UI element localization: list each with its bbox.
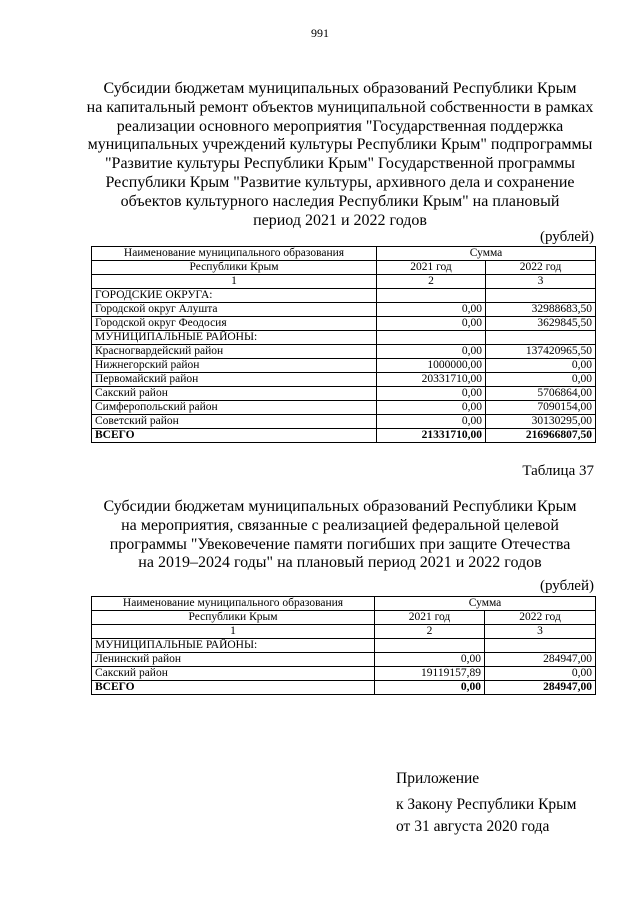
- row-name: Симферопольский район: [92, 401, 377, 415]
- title-line: Республики Крым "Развитие культуры, архивного дела и сохранение: [105, 173, 575, 191]
- total-2022: 284947,00: [485, 681, 596, 695]
- table-row: [92, 303, 596, 317]
- row-value-2021: 1000000,00: [377, 359, 486, 373]
- row-name: Советский район: [92, 415, 377, 429]
- table-row: [92, 359, 596, 373]
- header-name-line2: Республики Крым: [92, 261, 377, 275]
- header-index-1: 1: [92, 625, 375, 639]
- table-row: [92, 667, 596, 681]
- row-value-2022: 0,00: [485, 667, 596, 681]
- row-value-2021: [377, 289, 486, 303]
- section2-table: [91, 596, 596, 695]
- page-number: 991: [311, 26, 329, 40]
- section1-unit: (рублей): [539, 229, 594, 245]
- row-name: Сакский район: [92, 387, 377, 401]
- table-row: [92, 653, 596, 667]
- row-name: Ленинский район: [92, 653, 375, 667]
- total-label: ВСЕГО: [92, 681, 375, 695]
- header-year-2021: 2021 год: [375, 611, 485, 625]
- row-value-2022: 7090154,00: [486, 401, 596, 415]
- row-value-2022: [485, 639, 596, 653]
- row-value-2022: 5706864,00: [486, 387, 596, 401]
- title-line: на мероприятия, связанные с реализацией федеральной целевой: [121, 516, 559, 534]
- row-name: МУНИЦИПАЛЬНЫЕ РАЙОНЫ:: [92, 331, 377, 345]
- title-line: "Развитие культуры Республики Крым" Государственной программы: [105, 155, 575, 173]
- title-line: Субсидии бюджетам муниципальных образований Республики Крым: [103, 498, 577, 515]
- header-sum: Сумма: [375, 597, 596, 611]
- section1-title: [70, 80, 610, 230]
- row-value-2022: 0,00: [486, 359, 596, 373]
- section2-title: [70, 498, 610, 573]
- header-index-2: 2: [375, 625, 485, 639]
- table-row: [92, 331, 596, 345]
- row-value-2022: 284947,00: [485, 653, 596, 667]
- total-row: [92, 681, 596, 695]
- title-line: реализации основного мероприятия "Государственная поддержка: [116, 117, 564, 135]
- title-line: на 2019–2024 годы" на плановый период 2021 и 2022 годов: [138, 554, 542, 572]
- title-line: муниципальных учреждений культуры Республики Крым" подпрограммы: [87, 136, 593, 154]
- header-year-2021: 2021 год: [377, 261, 486, 275]
- table-row: [92, 401, 596, 415]
- row-value-2021: [377, 331, 486, 345]
- appendix-block: [396, 768, 576, 838]
- total-2022: 216966807,50: [486, 429, 596, 443]
- row-name: Городской округ Феодосия: [92, 317, 377, 331]
- header-name-line1: Наименование муниципального образования: [92, 597, 375, 611]
- row-value-2021: 19119157,89: [375, 667, 485, 681]
- table-row: [92, 639, 596, 653]
- row-value-2021: 0,00: [377, 303, 486, 317]
- header-index-2: 2: [377, 275, 486, 289]
- section1-table: [91, 246, 596, 443]
- section2-unit: (рублей): [539, 578, 594, 594]
- row-value-2021: 0,00: [377, 317, 486, 331]
- total-2021: 0,00: [375, 681, 485, 695]
- table-label: Таблица 37: [522, 463, 594, 479]
- header-name-line1: Наименование муниципального образования: [92, 247, 377, 261]
- table-row: [92, 317, 596, 331]
- header-index-1: 1: [92, 275, 377, 289]
- row-value-2021: 0,00: [375, 653, 485, 667]
- row-value-2021: 20331710,00: [377, 373, 486, 387]
- header-name-line2: Республики Крым: [92, 611, 375, 625]
- header-index-3: 3: [485, 625, 596, 639]
- title-line: период 2021 и 2022 годов: [253, 211, 427, 229]
- row-name: Красногвардейский район: [92, 345, 377, 359]
- total-row: [92, 429, 596, 443]
- table-row: [92, 373, 596, 387]
- total-2021: 21331710,00: [377, 429, 486, 443]
- row-value-2021: 0,00: [377, 345, 486, 359]
- row-name: МУНИЦИПАЛЬНЫЕ РАЙОНЫ:: [92, 639, 375, 653]
- row-name: Сакский район: [92, 667, 375, 681]
- row-value-2022: 30130295,00: [486, 415, 596, 429]
- row-value-2021: 0,00: [377, 387, 486, 401]
- row-name: Первомайский район: [92, 373, 377, 387]
- header-index-3: 3: [486, 275, 596, 289]
- total-label: ВСЕГО: [92, 429, 377, 443]
- row-value-2021: 0,00: [377, 401, 486, 415]
- appendix-line-1: Приложение: [396, 770, 480, 787]
- row-value-2022: [486, 331, 596, 345]
- row-value-2022: 0,00: [486, 373, 596, 387]
- row-value-2022: 32988683,50: [486, 303, 596, 317]
- row-name: Городской округ Алушта: [92, 303, 377, 317]
- table-row: [92, 387, 596, 401]
- title-line: на капитальный ремонт объектов муниципальной собственности в рамках: [86, 98, 594, 116]
- appendix-line-3: от 31 августа 2020 года: [396, 818, 550, 835]
- title-line: программы "Увековечение памяти погибших при защите Отечества: [109, 535, 571, 553]
- row-value-2021: [375, 639, 485, 653]
- row-name: ГОРОДСКИЕ ОКРУГА:: [92, 289, 377, 303]
- header-year-2022: 2022 год: [485, 611, 596, 625]
- table-row: [92, 415, 596, 429]
- header-year-2022: 2022 год: [486, 261, 596, 275]
- title-line: Субсидии бюджетам муниципальных образований Республики Крым: [103, 80, 577, 97]
- table-row: [92, 345, 596, 359]
- row-value-2022: 137420965,50: [486, 345, 596, 359]
- header-sum: Сумма: [377, 247, 596, 261]
- title-line: объектов культурного наследия Республики Крым" на плановый: [120, 192, 560, 210]
- row-name: Нижнегорский район: [92, 359, 377, 373]
- table-row: [92, 289, 596, 303]
- row-value-2021: 0,00: [377, 415, 486, 429]
- appendix-line-2: к Закону Республики Крым: [396, 796, 577, 813]
- row-value-2022: 3629845,50: [486, 317, 596, 331]
- row-value-2022: [486, 289, 596, 303]
